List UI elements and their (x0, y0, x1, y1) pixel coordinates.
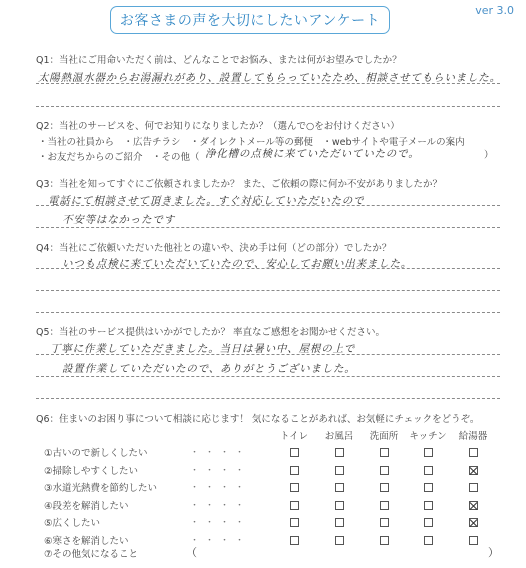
q2-close-paren: ） (484, 150, 494, 161)
q4-line-1 (36, 268, 500, 269)
q6-checkbox[interactable] (380, 518, 389, 527)
q3-answer-line1: 電話にて相談させて頂きました。すぐ対応していただいたので (48, 195, 365, 207)
q6-row-label: ②掃除しやすくしたい (44, 465, 139, 477)
q6-column-header: トイレ (279, 431, 309, 442)
q2-options-line2: ・お友だちからのご紹介 ・その他（ (38, 152, 200, 163)
q6-checkbox[interactable] (424, 518, 433, 527)
q6-checkbox[interactable] (380, 448, 389, 457)
q6-checkbox[interactable] (424, 448, 433, 457)
q6-checkbox[interactable] (335, 483, 344, 492)
q6-checkbox[interactable] (290, 536, 299, 545)
q6-checkbox[interactable] (380, 536, 389, 545)
q6-column-header: キッチン (409, 431, 447, 442)
q6-checkbox[interactable] (469, 466, 478, 475)
q6-row-label: ⑥寒さを解消したい (44, 535, 129, 547)
q6-checkbox[interactable] (335, 536, 344, 545)
q6-column-header: お風呂 (324, 431, 354, 442)
q4-answer: いつも点検に来ていただいていたので、安心してお願い出来ました。 (62, 258, 413, 270)
q6-other-open-paren: （ (186, 546, 197, 559)
q6-checkbox[interactable] (469, 501, 478, 510)
q6-row-label: ①古いので新しくしたい (44, 448, 148, 459)
q6-row-dots: ・・・・ (190, 518, 251, 528)
q6-row-dots: ・・・・ (190, 500, 251, 511)
q2-options-line1: ・当社の社員から ・広告チラシ ・ダイレクトメール等の郵便 ・webサイトや電子メールの案内 (38, 137, 465, 148)
q4-line-3 (36, 312, 500, 313)
q6-checkbox[interactable] (335, 448, 344, 457)
q6-checkbox[interactable] (335, 466, 344, 475)
q6-checkbox[interactable] (424, 483, 433, 492)
q5-answer-line1: 丁寧に作業していただきました。当日は暑い中、屋根の上で (50, 343, 356, 355)
q6-checkbox[interactable] (469, 448, 478, 457)
q4-line-2 (36, 290, 500, 291)
q5-line-1 (36, 354, 500, 355)
q6-checkbox[interactable] (469, 483, 478, 492)
q6-checkbox[interactable] (335, 501, 344, 510)
q6-checkbox[interactable] (290, 448, 299, 457)
q5-line-2 (36, 376, 500, 377)
q6-row-label: ④段差を解消したい (44, 500, 129, 512)
q6-checkbox[interactable] (290, 483, 299, 492)
q1-line-2 (36, 106, 500, 107)
q6-checkbox[interactable] (469, 536, 478, 545)
q3-line-2 (36, 227, 500, 228)
q6-column-header: 洗面所 (369, 431, 399, 442)
q6-checkbox[interactable] (380, 501, 389, 510)
q2-question: Q2：当社のサービスを、何でお知りになりましたか？（選んで○をお付けください） (36, 121, 400, 132)
q6-checkbox[interactable] (290, 466, 299, 475)
q6-checkbox[interactable] (335, 518, 344, 527)
q2-other-answer: 浄化槽の点検に来ていただいていたので。 (205, 148, 420, 160)
q6-row-dots: ・・・・ (190, 535, 251, 546)
q6-row-dots: ・・・・ (190, 483, 251, 493)
q6-other-label: ⑦その他気になること (44, 549, 139, 560)
q6-checkbox[interactable] (424, 536, 433, 545)
q5-answer-line2: 設置作業していただいたので、ありがとうございました。 (62, 363, 356, 375)
q3-answer-line2: 不安等はなかったです (62, 214, 175, 226)
q6-checkbox[interactable] (424, 501, 433, 510)
q1-answer: 太陽熱温水器からお湯漏れがあり、設置してもらっていたため、相談させてもらいました。 (38, 72, 501, 84)
q6-checkbox[interactable] (380, 483, 389, 492)
q6-row-dots: ・・・・ (190, 448, 251, 458)
q3-question: Q3：当社を知ってすぐにご依頼されましたか？ また、ご依頼の際に何か不安がありましたか？ (36, 179, 443, 190)
q5-question: Q5：当社のサービス提供はいかがでしたか？ 率直なご感想をお聞かせください。 (36, 327, 386, 338)
q1-line-1 (36, 83, 500, 84)
q4-question: Q4：当社にご依頼いただいた他社との違いや、決め手は何（どの部分）でしたか？ (36, 243, 392, 254)
survey-title: お客さまの声を大切にしたいアンケート (110, 6, 390, 34)
q6-checkbox[interactable] (290, 518, 299, 527)
q6-checkbox[interactable] (290, 501, 299, 510)
q6-row-label: ⑤広くしたい (44, 518, 101, 529)
q1-question: Q1：当社にご用命いただく前は、どんなことでお悩み、または何がお望みでしたか？ (36, 55, 402, 66)
q6-question: Q6：住まいのお困り事について相談に応じます！ 気になることがあれば、お気軽にチェックをどうぞ。 (36, 414, 480, 425)
q6-checkbox[interactable] (380, 466, 389, 475)
q6-column-header: 給湯器 (458, 431, 488, 442)
q5-line-3 (36, 398, 500, 399)
q3-line-1 (36, 205, 500, 206)
q6-row-dots: ・・・・ (190, 465, 251, 476)
q6-checkbox[interactable] (424, 466, 433, 475)
version-label: ver 3.0 (475, 4, 514, 17)
q6-checkbox[interactable] (469, 518, 478, 527)
q6-row-label: ③水道光熱費を節約したい (44, 483, 158, 494)
q6-other-close-paren: ） (488, 546, 499, 559)
